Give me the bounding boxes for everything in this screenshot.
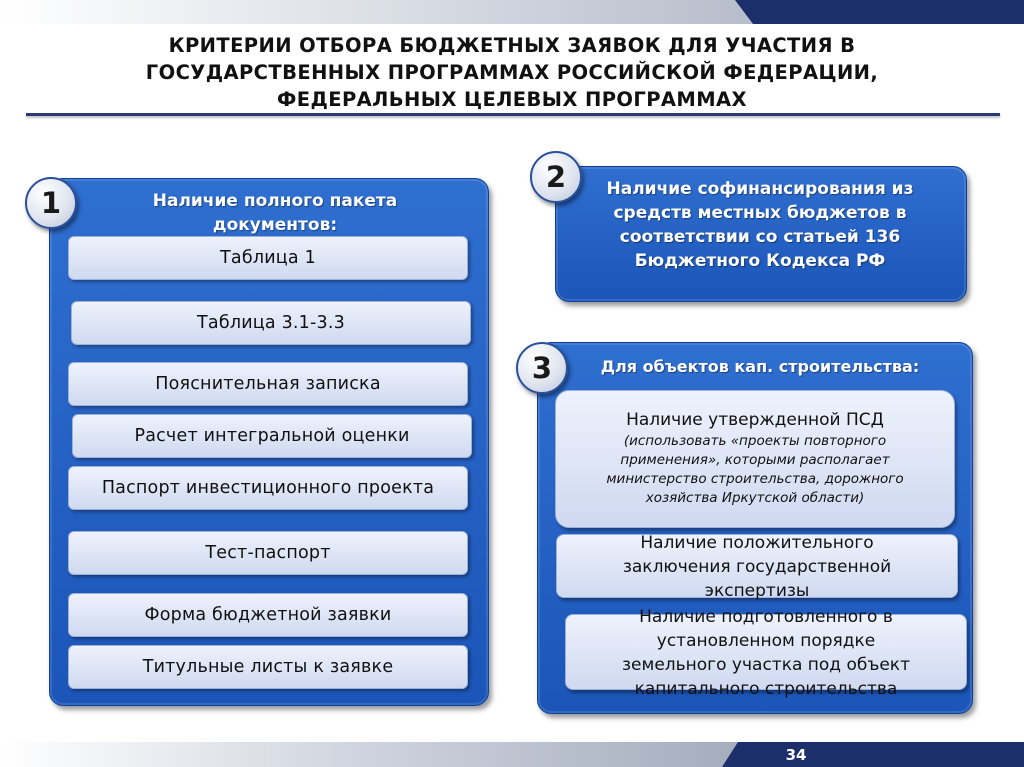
document-item: Паспорт инвестиционного проекта (68, 466, 468, 510)
psd-title: Наличие утвержденной ПСД (626, 410, 884, 430)
title-line: ФЕДЕРАЛЬНЫХ ЦЕЛЕВЫХ ПРОГРАММАХ (277, 88, 747, 111)
text-line: соответствии со статьей 136 (619, 227, 901, 247)
cofinancing-text (562, 177, 958, 273)
documents-panel-heading (110, 189, 440, 237)
document-item: Титульные листы к заявке (68, 645, 468, 689)
title-underline (26, 113, 1000, 116)
land-plot-text (566, 605, 966, 701)
text-line: экспертизы (704, 581, 810, 601)
heading-line: документов: (212, 215, 338, 235)
text-line: капитального строительства (634, 679, 898, 699)
heading-line: Наличие полного пакета (152, 191, 398, 211)
number-badge-1: 1 (25, 177, 77, 229)
footer-page-number-box (722, 742, 1024, 767)
text-line: Наличие положительного (640, 533, 874, 553)
title-line: ГОСУДАРСТВЕННЫХ ПРОГРАММАХ РОССИЙСКОЙ ФЕДЕРАЦИИ, (145, 61, 879, 84)
header-decoration-accent (735, 0, 1024, 24)
note-line: хозяйства Иркутской области) (645, 490, 865, 506)
construction-panel-heading: Для объектов кап. строительства: (600, 357, 920, 376)
text-line: средств местных бюджетов в (613, 203, 907, 223)
page-number: 34 (785, 746, 807, 764)
text-line: установленном порядке (656, 631, 876, 651)
document-item: Расчет интегральной оценки (72, 414, 472, 458)
text-line: заключения государственной (622, 557, 892, 577)
document-item: Таблица 1 (68, 236, 468, 280)
text-line: земельного участка под объект (622, 655, 910, 675)
number-badge-2: 2 (530, 151, 582, 203)
note-line: применения», которыми располагает (620, 452, 890, 468)
document-item: Пояснительная записка (68, 362, 468, 406)
number-badge-3: 3 (516, 342, 568, 394)
land-plot-requirement (565, 607, 967, 699)
document-item: Таблица 3.1-3.3 (71, 301, 471, 345)
note-line: (использовать «проекты повторного (623, 433, 887, 449)
text-line: Наличие подготовленного в (639, 607, 893, 627)
expertise-text (557, 531, 957, 603)
document-item: Форма бюджетной заявки (68, 593, 468, 637)
psd-requirement (555, 390, 955, 528)
psd-note (556, 432, 954, 508)
text-line: Наличие софинансирования из (606, 179, 914, 199)
expertise-requirement (556, 533, 958, 601)
note-line: министерство строительства, дорожного (606, 471, 904, 487)
title-line: КРИТЕРИИ ОТБОРА БЮДЖЕТНЫХ ЗАЯВОК ДЛЯ УЧАСТИЯ В (168, 34, 856, 57)
text-line: Бюджетного Кодекса РФ (634, 251, 886, 271)
page-title (20, 32, 1004, 113)
document-item: Тест-паспорт (68, 531, 468, 575)
